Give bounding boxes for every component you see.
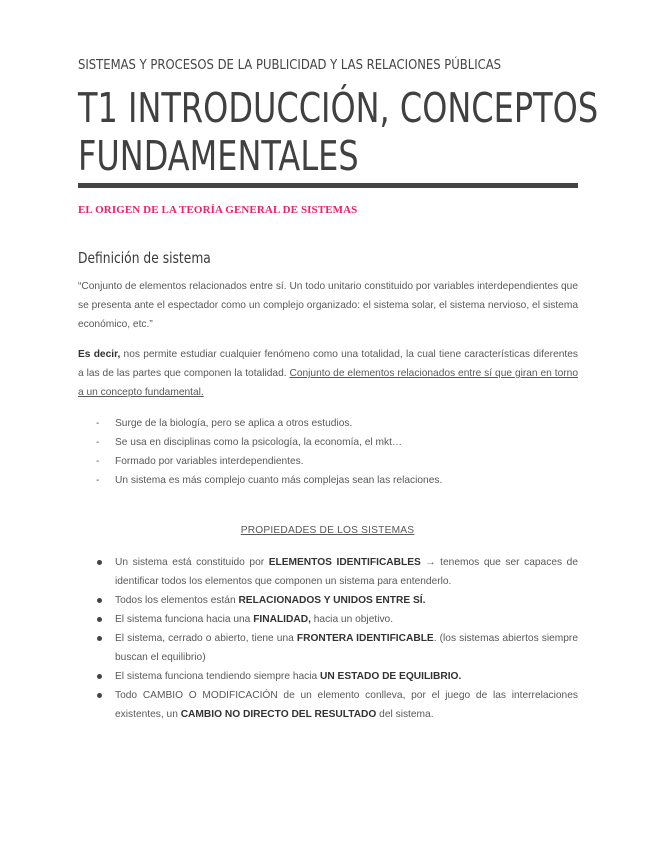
dash-mark: -: [96, 475, 100, 486]
es-decir-underlined: Conjunto de elementos relacionados entre sí que giran en torno a un concepto fundamental.: [78, 368, 578, 398]
bullet-dot-icon: [97, 560, 102, 565]
title-divider: [78, 183, 578, 188]
properties-heading: PROPIEDADES DE LOS SISTEMAS: [240, 525, 415, 536]
list-item: El sistema funciona tendiendo siempre hacia UN ESTADO DE EQUILIBRIO.: [78, 667, 578, 686]
dash-list: [78, 414, 578, 490]
list-item: Todos los elementos están RELACIONADOS Y UNIDOS ENTRE SÍ.: [78, 591, 578, 610]
dash-mark: -: [96, 456, 100, 467]
list-item: - Se usa en disciplinas como la psicología, la economía, el mkt…: [78, 433, 578, 452]
definition-quote: “Conjunto de elementos relacionados entre sí. Un todo unitario constituido por variables interdependientes que se presenta ante el espectador como un complejo organizado: el sistema solar, el sistema nervioso, el sistema económico, etc.”: [78, 281, 578, 330]
list-item: Un sistema está constituido por ELEMENTOS IDENTIFICABLES → tenemos que ser capaces de identificar todos los elementos que componen un sistema para entenderlo.: [78, 553, 578, 591]
es-decir-text: nos permite estudiar cualquier fenómeno como una totalidad, la cual tiene características diferentes a las de las partes que componen la totalidad.: [78, 349, 578, 379]
list-item: El sistema, cerrado o abierto, tiene una FRONTERA IDENTIFICABLE. (los sistemas abiertos siempre buscan el equilibrio): [78, 629, 578, 667]
bullet-dot-icon: [97, 617, 102, 622]
bullet-dot-icon: [97, 598, 102, 603]
bullet-dot-icon: [97, 674, 102, 679]
list-item: - Un sistema es más complejo cuanto más complejas sean las relaciones.: [78, 471, 578, 490]
page-title: [78, 84, 599, 180]
course-subtitle: SISTEMAS Y PROCESOS DE LA PUBLICIDAD Y LAS RELACIONES PÚBLICAS: [78, 57, 502, 73]
title-line-1: T1 INTRODUCCIÓN, CONCEPTOS: [78, 84, 599, 132]
properties-list: [78, 553, 578, 724]
es-decir-label: Es decir,: [78, 349, 121, 360]
title-line-2: FUNDAMENTALES: [78, 132, 359, 180]
bullet-dot-icon: [97, 693, 102, 698]
definition-heading: Definición de sistema: [78, 249, 211, 267]
list-item: - Surge de la biología, pero se aplica a otros estudios.: [78, 414, 578, 433]
bullet-dot-icon: [97, 636, 102, 641]
list-item: El sistema funciona hacia una FINALIDAD, hacia un objetivo.: [78, 610, 578, 629]
section-heading: EL ORIGEN DE LA TEORÍA GENERAL DE SISTEMAS: [78, 204, 358, 216]
list-item: Todo CAMBIO O MODIFICACIÓN de un elemento conlleva, por el juego de las interrelaciones existentes, un CAMBIO NO DIRECTO DEL RESULTADO del sistema.: [78, 686, 578, 724]
dash-mark: -: [96, 418, 100, 429]
es-decir-paragraph: [78, 345, 578, 402]
list-item: - Formado por variables interdependientes.: [78, 452, 578, 471]
dash-mark: -: [96, 437, 100, 448]
